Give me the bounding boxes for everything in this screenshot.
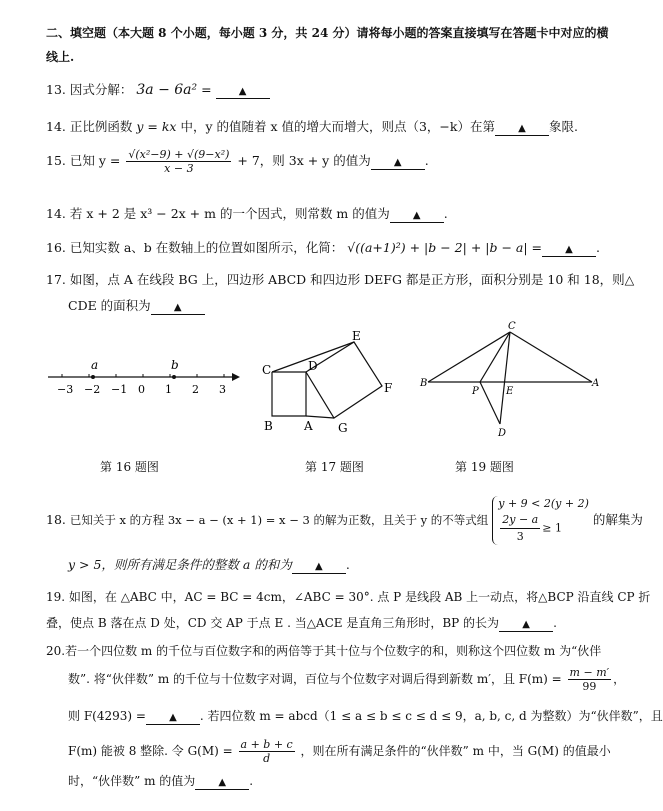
question-17-line1 [46,270,634,288]
number-line-arrow [232,373,240,381]
q18-answer-blank[interactable]: ▲ [292,561,346,574]
label-a19: A [592,378,600,389]
q15-fraction-denominator: x − 3 [164,162,194,175]
q20-number: 20. [46,644,66,658]
q18-ineq2-numerator: 2y − a [500,512,540,529]
q18-inequality-2 [498,512,589,545]
point-b-label: b [171,358,179,372]
label-b19: B [420,378,428,389]
question-19-line1 [46,588,650,605]
q20-gm-numerator: a + b + c [240,738,293,751]
label-g: G [338,421,348,435]
question-13 [46,80,270,99]
q20-answer-blank-1[interactable]: ▲ [146,712,200,725]
label-d19: D [498,428,507,439]
q19-text-line1: 如图，在 △ABC 中，AC = BC = 4cm，∠ABC = 30°. 点 P 是线段 AB 上一动点，将△BCP 沿直线 CP 折 [68,590,651,604]
q20-gm-fraction [239,738,295,765]
label-f: F [384,381,393,395]
q17-answer-blank[interactable]: ▲ [151,302,205,315]
q20-end: . [249,774,254,788]
q15-text-b: + 7，则 3x + y 的值为 [237,153,371,168]
q15-end: . [424,153,429,168]
q20-text-line5: 时，“伙伴数” m 的值为 [68,774,196,788]
q14-text-c: 象限. [548,119,578,134]
q20-text-line2: 数”. 将“伙伴数” m 的千位与十位数字对调，百位与个位数字对调后得到新数 m′，且 F(m) = [68,672,562,686]
q17-text-line1: 如图，点 A 在线段 BG 上，四边形 ABCD 和四边形 DEFG 都是正方形，面积分别是 10 和 18，则△ [69,272,635,287]
question-17-line2 [68,296,205,315]
q18-end: . [345,557,350,572]
number-line-tick-label: 3 [219,383,226,396]
q18-inequality-2-fraction [500,512,540,545]
q14b-end: . [443,206,448,221]
q19-text-line2: 叠，使点 B 落在点 D 处，CD 交 AP 于点 E . 当△ACE 是直角三角形时，BP 的长为 [46,616,500,630]
number-line-tick-label: 2 [192,383,199,396]
q13-text: 因式分解： [69,82,133,97]
figure-17-squares [258,330,408,440]
q18-inequality-1: y + 9 < 2(y + 2) [498,497,589,510]
q14-answer-blank[interactable]: ▲ [495,123,549,136]
label-c19: C [508,321,516,332]
number-line-tick-label: −2 [84,383,101,396]
q16-expression: √((a+1)²) + |b − 2| + |b − a| = [347,240,543,255]
q20-gm-denominator: d [263,752,271,765]
q18-ineq2-denominator: 3 [516,530,524,543]
label-p19: P [472,386,479,397]
q13-equals: = [197,82,216,97]
figure-16-number-line [40,355,240,405]
q14-function: y = kx [136,119,177,134]
question-18-line1 [46,496,643,545]
q18-ineq2-relation: ≥ 1 [542,521,562,535]
question-20-line3 [68,707,663,725]
question-14b [46,204,448,223]
q18-inequality-system [492,496,589,545]
question-20-line4 [68,738,611,765]
q14-number: 14. [46,119,66,134]
segment-bc [428,332,510,382]
q20-text-line3-b: . 若四位数 m = abcd（1 ≤ a ≤ b ≤ c ≤ d ≤ 9，a, b, c, d 为整数）为“伙伴数”，且 [199,709,663,723]
q13-number: 13. [46,82,66,97]
question-18-line2 [68,555,350,574]
q14b-text: 若 x + 2 是 x³ − 2x + m 的一个因式，则常数 m 的值为 [69,206,390,221]
section-heading-line2: 线上. [46,50,75,64]
number-line-tick-label: −3 [57,383,74,396]
q19-answer-blank[interactable]: ▲ [499,619,553,632]
figure-19-caption: 第 19 题图 [455,460,514,474]
number-line-tick-label: −1 [111,383,128,396]
square-defg [306,342,382,418]
segment-ag [306,416,334,418]
question-15 [46,148,429,175]
label-a: A [304,419,313,433]
q18-text-a: 已知关于 x 的方程 3x − a − (x + 1) = x − 3 的解为正数，且关于 y 的不等式组 [69,513,489,527]
q14-text-b: 中，y 的值随着 x 值的增大而增大，则点（3，−k）在第 [176,119,495,134]
q15-number: 15. [46,153,66,168]
q13-expression: 3a − 6a² [136,82,198,98]
question-20-line1 [46,642,601,659]
label-c: C [262,363,272,377]
q20-text-line4-b: ，则在所有满足条件的“伙伴数” m 中，当 G(M) 的值最小 [300,744,611,758]
point-b-dot [172,375,176,379]
q15-answer-blank[interactable]: ▲ [371,157,425,170]
q18-text-line2: y > 5，则所有满足条件的整数 a 的和为 [68,557,292,572]
question-14 [46,117,578,136]
q14b-answer-blank[interactable]: ▲ [390,210,444,223]
square-abcd [272,372,306,416]
q20-line2-end: ， [613,672,626,686]
q19-end: . [553,616,557,630]
label-e: E [352,329,361,343]
q16-number: 16. [46,240,66,255]
segment-pd [480,382,500,424]
q19-number: 19. [46,590,66,604]
label-b: B [264,419,273,433]
q20-fm-denominator: 99 [582,680,597,693]
q16-answer-blank[interactable]: ▲ [542,244,596,257]
question-20-line5 [68,772,253,790]
question-20-line2 [68,666,625,693]
q18-text-b: 的解集为 [592,512,643,527]
q17-text-line2: CDE 的面积为 [68,298,151,313]
q20-text-line1: 若一个四位数 m 的千位与百位数字和的两倍等于其十位与个位数字的和，则称这个四位数 m 为“伙伴 [65,644,602,658]
q16-end: . [596,240,600,255]
q17-number: 17. [46,272,66,287]
q15-text-a: 已知 y = [69,153,121,168]
point-a-label: a [91,358,99,372]
q18-number: 18. [46,512,66,527]
number-line-tick-label: 0 [138,383,145,396]
q14-text-a: 正比例函数 [69,119,137,134]
q16-text: 已知实数 a、b 在数轴上的位置如图所示，化简： [69,240,344,255]
q14b-number: 14. [46,206,66,221]
q15-fraction [126,148,231,175]
q20-answer-blank-2[interactable]: ▲ [195,777,249,790]
q15-fraction-numerator: √(x²−9) + √(9−x²) [128,148,230,161]
figure-16-caption: 第 16 题图 [100,460,159,474]
label-d: D [308,359,318,373]
question-19-line2 [46,614,557,632]
q20-fm-numerator: m − m′ [569,666,610,679]
figure-19-triangle [420,320,600,440]
number-line-tick-label: 1 [165,383,172,396]
point-a-dot [91,375,95,379]
segment-ca [510,332,592,382]
q20-text-line4-a: F(m) 能被 8 整除. 令 G(M) = [68,744,233,758]
figure-17-caption: 第 17 题图 [305,460,364,474]
question-16 [46,238,600,257]
q20-text-line3-a: 则 F(4293) = [68,709,146,723]
q20-fm-fraction [568,666,612,693]
label-e19: E [506,386,514,397]
section-heading-line1: 二、填空题（本大题 8 个小题，每小题 3 分，共 24 分）请将每小题的答案直接填写在答题卡中对应的横 [46,26,609,40]
q13-answer-blank[interactable]: ▲ [216,86,270,99]
